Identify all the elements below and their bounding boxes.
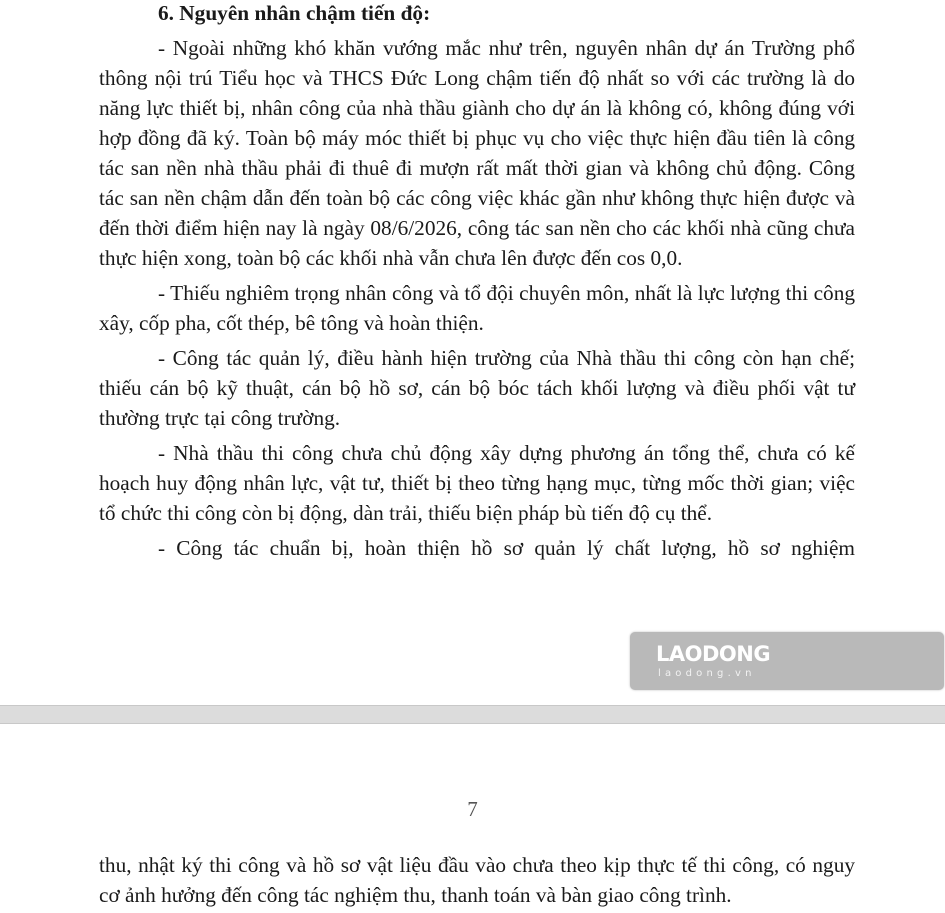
laodong-logo: LAODONG <box>656 642 771 666</box>
paragraph-reason-5: - Công tác chuẩn bị, hoàn thiện hồ sơ quản lý chất lượng, hồ sơ nghiệm <box>158 536 855 560</box>
laodong-site-label: laodong.vn <box>658 668 756 679</box>
page-number: 7 <box>467 797 478 821</box>
paragraph-reason-3: - Công tác quản lý, điều hành hiện trường của Nhà thầu thi công còn hạn chế; thiếu cán bộ kỹ thuật, cán bộ hồ sơ, cán bộ bóc tách khối lượng và điều phối vật tư thường trực tại công trường. <box>99 346 855 430</box>
paragraph-reason-2: - Thiếu nghiêm trọng nhân công và tổ đội chuyên môn, nhất là lực lượng thi công xây, cốp pha, cốt thép, bê tông và hoàn thiện. <box>99 281 855 335</box>
page-body-text <box>99 33 855 568</box>
page-separator <box>0 705 945 724</box>
laodong-watermark <box>630 632 944 690</box>
paragraph-reason-4: - Nhà thầu thi công chưa chủ động xây dựng phương án tổng thể, chưa có kế hoạch huy động nhân lực, vật tư, thiết bị theo từng hạng mục, từng mốc thời gian; việc tổ chức thi công còn bị động, dàn trải, thiếu biện pháp bù tiến độ cụ thể. <box>99 441 855 525</box>
section-heading: 6. Nguyên nhân chậm tiến độ: <box>158 1 431 25</box>
paragraph-continuation: thu, nhật ký thi công và hồ sơ vật liệu đầu vào chưa theo kịp thực tế thi công, có nguy cơ ảnh hưởng đến công tác nghiệm thu, thanh toán và bàn giao công trình. <box>99 853 855 907</box>
paragraph-reason-1: - Ngoài những khó khăn vướng mắc như trên, nguyên nhân dự án Trường phổ thông nội trú Tiểu học và THCS Đức Long chậm tiến độ nhất so với các trường là do năng lực thiết bị, nhân công của nhà thầu giành cho dự án là không có, không đúng với hợp đồng đã ký. Toàn bộ máy móc thiết bị phục vụ cho việc thực hiện đầu tiên là công tác san nền nhà thầu phải đi thuê đi mượn rất mất thời gian và không chủ động. Công tác san nền chậm dẫn đến toàn bộ các công việc khác gần như không thực hiện được và đến thời điểm hiện nay là ngày 08/6/2026, công tác san nền cho các khối nhà cũng chưa thực hiện xong, toàn bộ các khối nhà vẫn chưa lên được đến cos 0,0. <box>99 36 855 270</box>
page-body-text-continued <box>99 850 855 913</box>
document-page-lower <box>0 724 945 913</box>
